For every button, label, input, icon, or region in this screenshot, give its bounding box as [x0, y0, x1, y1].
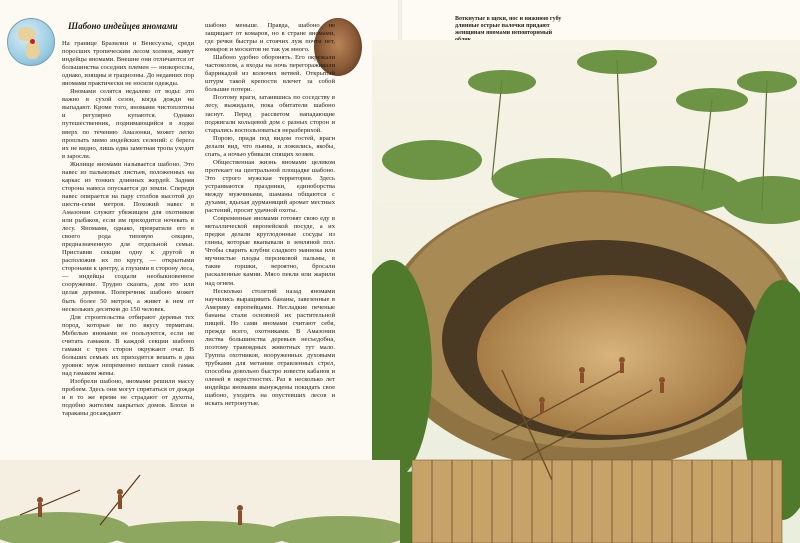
paragraph: Изобрели шабоно, яномами решили массу проблем. Здесь они могут спрятаться от дождя и в то же время не страдают от духоты, подобно жителям закрытых домов. Блохи и тараканы досаждают	[62, 377, 194, 418]
paragraph: Для строительства отбирают деревья тех пород, которые не по вкусу термитам. Мебелью яномами не пользуются, если не считать гамаков. В каждой секции шабоно гамаки с трех сторон окружают очаг. В больших семьях их приходится вешать в два уровня: муж непременно вешает свой гамак над гамаком жены.	[62, 313, 194, 377]
text-column-1	[62, 40, 194, 420]
shabono-illustration	[372, 40, 800, 543]
article-title: Шабоно индейцев яномами	[68, 21, 178, 31]
paragraph: Общественная жизнь яномами целиком протекает на центральной площадке шабоно. Это строго мужская территория. Здесь устраиваются праздники, единоборства между мужчинами, шаманы общаются с духами, вдыхая дурманящий аромат местных растений, просят удачной охоты.	[205, 158, 335, 215]
paragraph: Жилище яномами называется шабоно. Это навес из пальмовых листьев, положенных на каркас из тонких длинных жердей. Задняя сторона навеса опускается до земли. Спереди навес опирается на пару столбов высотой до шести-семи метров. Похожий навес в Амазонии служит убежищем для охотников или рыбаков, если им приходится ночевать в лесу. Яномами, однако, превратили его в своего рода типовую секцию, предназначенную для отдельной семьи. Приставив секции одну к другой и расположив их по кругу, — открытыми сторонами к центру, а глухими в сторону леса, — индейцы создали необыкновенное сооружение. Трудно сказать, дом это или целая деревня. Поперечник шабоно может быть более 50 метров, а живет в нем от нескольких десятков до 150 человек.	[62, 160, 194, 313]
paragraph: На границе Бразилии и Венесуэлы, среди поросших тропическим лесом холмов, живут индейцы яномами. Внешне они отличаются от большинства соседних племен — низкорослы, однако, изящны и грациозны. До недавних пор яномами практически не носили одежды.	[62, 40, 194, 88]
image-caption: Воткнутые в щеки, нос и нижнюю губу длинные острые палочки придают женщинам яномами неповторимый	[455, 16, 562, 36]
text-column-2	[205, 22, 335, 442]
paragraph: Несколько столетий назад яномами научились выращивать бананы, завезенные в Америку европейцами. Несладкие печеные бананы стали основной их растительной пищей. Но сами яномами считают себя, прежде всего, охотниками. В Амазонии листва большинства деревьев несъедобна, поэтому травоядных животных тут мало. Группа охотников, вооруженных духовыми трубками для метания отравленных стрел, способна довольно быстро извести кабанов и оленей в окрестностях. Раз в несколько лет индейцы яномами вынуждены покидать свое шабоно, уходить на опустевших лесов и искать нетронутые.	[205, 287, 335, 408]
hunters-illustration	[0, 420, 400, 543]
paragraph: Яномами селятся недалеко от воды: это важно в сухой сезон, когда дожди не выпадают. Кроме того, яномами чистоплотны и регулярно купаются. Однако путешественник, поднимающийся в лодке вверх по течению Амазонки, может легко проплыть мимо индейских селений: с берега их не видно, лишь едва заметная тропа уходит в заросли.	[62, 88, 194, 160]
paragraph: Шабоно удобно оборонять. Его окружали частоколом, а входы на ночь перегораживали баррикадой из колючих ветвей. Открытый штурм такой крепости влечет за собой большие потери.	[205, 54, 335, 94]
paragraph: шабоно меньше. Правда, шабоно не защищает от комаров, но в стране яномами, где речки быстры и стоячих луж почти нет, комаров и москитов не так уж много.	[205, 22, 335, 54]
paragraph: Порою, придя под видом гостей, враги делали вид, что пьяны, и ложились, якобы, спать, а ночью убивали спящих хозяев.	[205, 134, 335, 158]
globe-map-icon	[7, 18, 55, 66]
paragraph: Поэтому враги, затаившись по соседству в лесу, выжидали, пока обитатели шабоно заснут. Перед рассветом нападающие поджигали кольцевой дом с разных сторон и старались воспользоваться неразберихой.	[205, 94, 335, 134]
paragraph: Современные яномами готовят свою еду в металлической европейской посуде, а их предки делали круглодонные сосуды из глины, которые вкапывали в земляной пол. Чтобы сварить клубни сладкого маниока или мучнистые плоды персиковой пальмы, в такие горшки, вероятно, бросали раскаленные камни. Мясо пекли или жарили над огнем.	[205, 215, 335, 287]
